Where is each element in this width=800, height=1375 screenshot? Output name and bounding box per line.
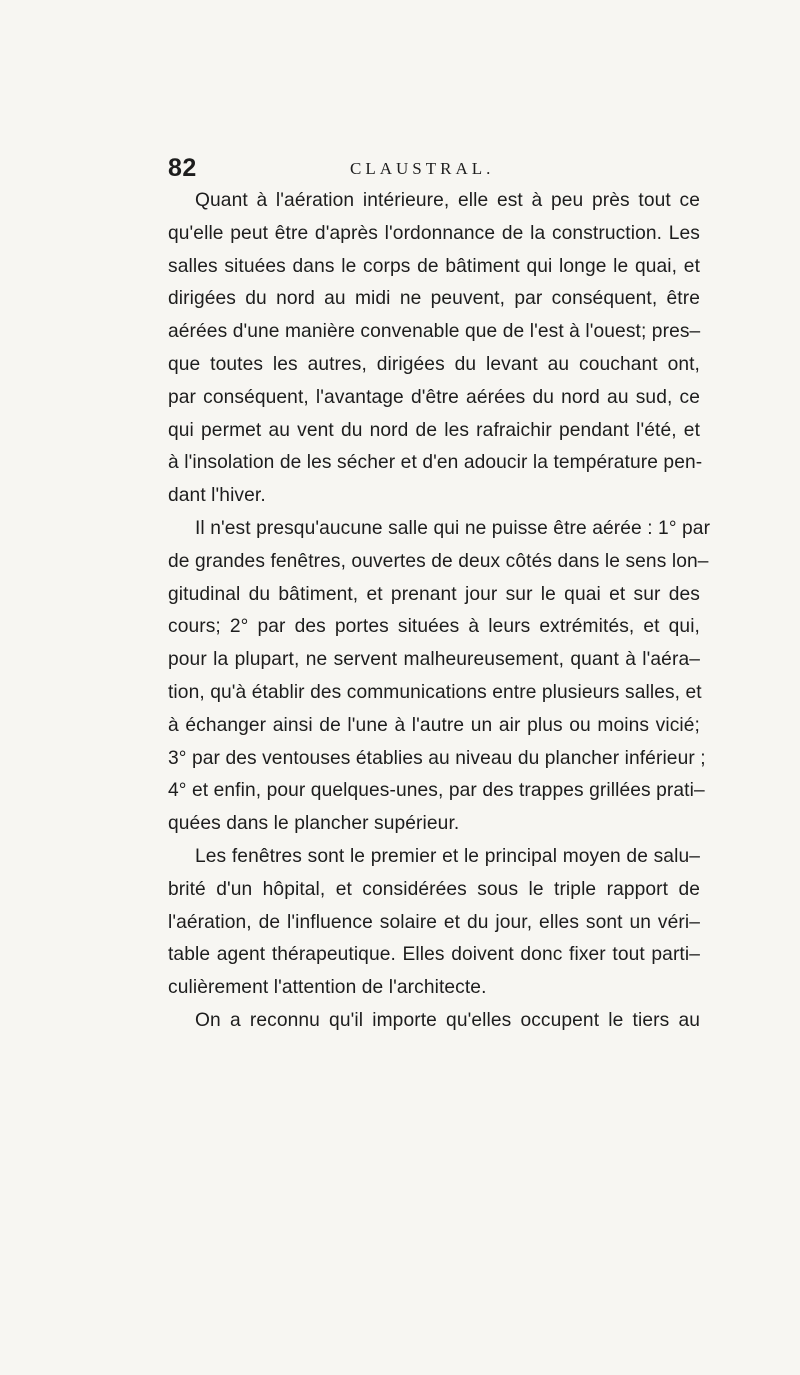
text-line: cours; 2° par des portes situées à leurs extrémités, et qui, — [168, 616, 700, 638]
paragraph — [168, 841, 700, 1005]
text-line: 3° par des ventouses établies au niveau du plancher inférieur ; — [168, 747, 706, 769]
running-head: CLAUSTRAL. — [350, 159, 495, 178]
text-line: à échanger ainsi de l'une à l'autre un air plus ou moins vicié; — [168, 714, 700, 736]
text-line: à l'insolation de les sécher et d'en adoucir la température pen- — [168, 452, 703, 474]
text-line: pour la plupart, ne servent malheureusement, quant à l'aéra– — [168, 649, 700, 671]
page-number: 82 — [168, 154, 197, 182]
page-header — [168, 152, 700, 184]
text-line: tion, qu'à établir des communications entre plusieurs salles, et — [168, 681, 702, 703]
text-line: Quant à l'aération intérieure, elle est à peu près tout ce — [195, 190, 700, 211]
paragraph — [168, 1005, 700, 1038]
text-line: table agent thérapeutique. Elles doivent donc fixer tout parti– — [168, 944, 700, 966]
text-line: Les fenêtres sont le premier et le principal moyen de salu– — [195, 845, 700, 867]
text-line: qui permet au vent du nord de les rafraichir pendant l'été, et — [168, 419, 700, 441]
text-line: l'aération, de l'influence solaire et du jour, elles sont un véri– — [168, 911, 700, 933]
text-line: qu'elle peut être d'après l'ordonnance de la construction. Les — [168, 222, 700, 244]
text-line: Il n'est presqu'aucune salle qui ne puisse être aérée : 1° par — [195, 517, 711, 539]
text-line: On a reconnu qu'il importe qu'elles occupent le tiers au — [195, 1009, 700, 1031]
text-line: par conséquent, l'avantage d'être aérées du nord au sud, ce — [168, 386, 700, 408]
text-line: dant l'hiver. — [168, 485, 266, 507]
body-text — [168, 185, 711, 1038]
text-line: quées dans le plancher supérieur. — [168, 813, 460, 835]
text-line: aérées d'une manière convenable que de l'est à l'ouest; pres– — [168, 321, 701, 343]
text-line: de grandes fenêtres, ouvertes de deux côtés dans le sens lon– — [168, 550, 709, 572]
text-line: brité d'un hôpital, et considérées sous le triple rapport de — [168, 878, 700, 900]
text-line: 4° et enfin, pour quelques-unes, par des trappes grillées prati– — [168, 780, 705, 802]
paragraph — [168, 513, 711, 841]
text-line: que toutes les autres, dirigées du levant au couchant ont, — [168, 353, 700, 375]
text-line: gitudinal du bâtiment, et prenant jour sur le quai et sur des — [168, 583, 700, 605]
text-line: dirigées du nord au midi ne peuvent, par conséquent, être — [168, 288, 700, 310]
paragraph — [168, 185, 703, 513]
text-line: culièrement l'attention de l'architecte. — [168, 977, 487, 999]
text-line: salles situées dans le corps de bâtiment qui longe le quai, et — [168, 255, 700, 277]
